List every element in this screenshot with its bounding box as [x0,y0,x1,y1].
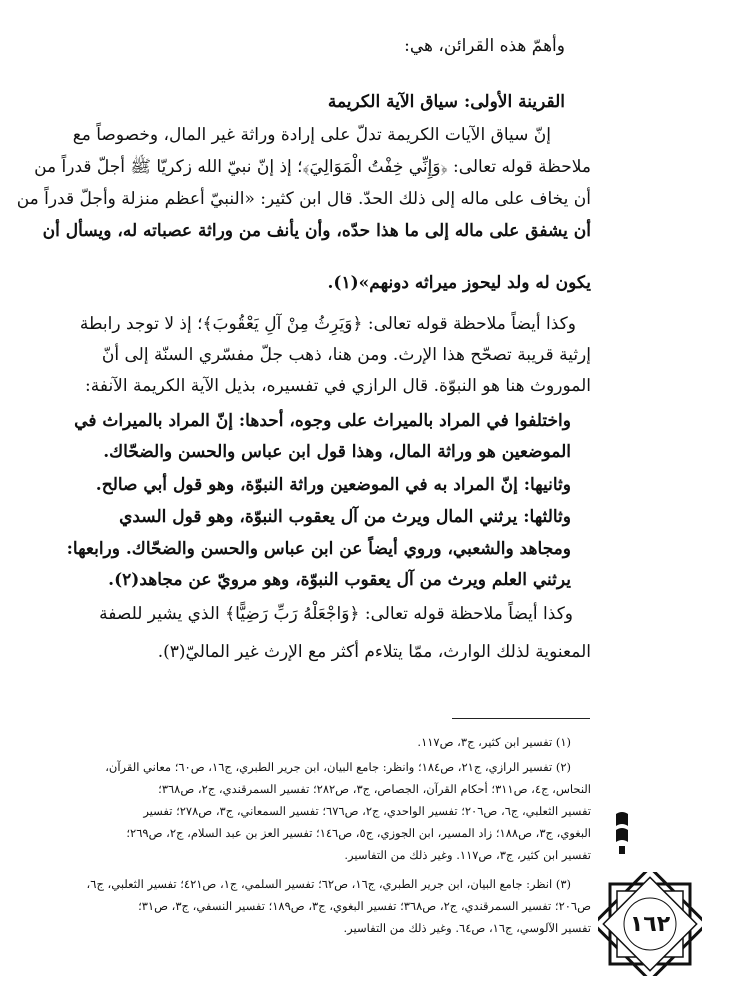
para3-line: وكذا أيضاً ملاحظة قوله تعالى: ﴿وَاجْعَلْهُ رَبِّ رَضِيًّا﴾ الذي يشير للصفة [99,604,573,624]
para2-line: وكذا أيضاً ملاحظة قوله تعالى: ﴿وَيَرِثُ مِنْ آلِ يَعْقُوبَ﴾؛ إذ لا توجد رابطة [79,314,576,334]
page-number-badge [598,872,702,976]
quote-line: الموضعين هو وراثة المال، وهذا قول ابن عباس والحسن والضحّاك. [103,442,571,462]
quote-line: وثالثها: يرثني المال ويرث من آل يعقوب النبوّة، وهو قول السدي [119,507,571,527]
para2-line: إرثية قريبة تصحّح هذا الإرث. ومن هنا، ذهب جلّ مفسّري السنّة إلى أنّ [101,345,591,365]
footnote-line: تفسير ابن كثير، ج٣، ص١١٧. وغير ذلك من التفاسير. [344,848,591,862]
footnote-separator [452,718,590,719]
para1-line: أن يشفق على ماله إلى ما هذا حدّه، وأن يأنف من وراثة عصباته له، ويسأل أن [42,221,591,241]
footnote-line: البغوي، ج٣، ص١٨٨؛ زاد المسير، ابن الجوزي، ج٥، ص١٤٦؛ تفسير العز بن عبد السلام، ج٢، ص٢٦٩؛ [126,826,591,840]
footnote-line: تفسير الثعلبي، ج٦، ص٢٠٦؛ تفسير الواحدي، ج٢، ص٦٧٦؛ تفسير السمعاني، ج٣، ص٢٧٨؛ تفسير [143,804,591,818]
ornament-icon [612,808,632,858]
footnote-line: (١) تفسير ابن كثير، ج٣، ص١١٧. [417,735,571,749]
page-number: ١٦٢ [629,911,671,937]
quote-line: واختلفوا في المراد بالميراث على وجوه، أحدها: إنّ المراد بالميراث في [74,411,571,431]
para1-line: يكون له ولد ليحوز ميراثه دونهم»(١). [327,273,591,293]
para3-line: المعنوية لذلك الوارث، ممّا يتلاءم أكثر مع الإرث غير الماليّ(٣). [157,642,591,662]
intro-line: وأهمّ هذه القرائن، هي: [404,36,565,56]
footnote-line: (٣) انظر: جامع البيان، ابن جرير الطبري، ج١٦، ص٦٢؛ تفسير السلمي، ج١، ص٤٢١؛ تفسير الثعلبي، ج٦، [86,877,571,891]
footnote-line: (٢) تفسير الرازي، ج٢١، ص١٨٤؛ وانظر: جامع البيان، ابن جرير الطبري، ج١٦، ص٦٠؛ معاني القرآن، [105,760,571,774]
quote-line: وثانيها: إنّ المراد به في الموضعين وراثة النبوّة، وهو قول أبي صالح. [95,475,571,495]
footnote-line: النحاس، ج٤، ص٣١١؛ أحكام القرآن، الجصاص، ج٣، ص٢٨٢؛ تفسير السمرقندي، ج٢، ص٣٦٨؛ [158,782,591,796]
footnote-line: تفسير الآلوسي، ج١٦، ص٦٤. وغير ذلك من التفاسير. [343,921,591,935]
section-heading: القرينة الأولى: سياق الآية الكريمة [327,92,565,112]
para1-line: إنّ سياق الآيات الكريمة تدلّ على إرادة وراثة غير المال، وخصوصاً مع [72,125,551,145]
para1-line: أن يخاف على ماله إلى ذلك الحدّ. قال ابن كثير: «النبيّ أعظم منزلة وأجلّ قدراً من [16,189,591,209]
para1-line: ملاحظة قوله تعالى: ﴿وَإِنِّي خِفْتُ الْمَوَالِيَ﴾؛ إذ إنّ نبيّ الله زكريّا ﷺ أجلّ قدراً من [34,157,591,177]
quote-line: يرثني العلم ويرث من آل يعقوب النبوّة، وهو مرويّ عن مجاهد(٢). [108,570,571,590]
quote-line: ومجاهد والشعبي، وروي أيضاً عن ابن عباس والحسن والضحّاك. ورابعها: [66,539,571,559]
footnote-line: ص٢٠٦؛ تفسير السمرقندي، ج٢، ص٣٦٨؛ تفسير البغوي، ج٣، ص١٨٩؛ تفسير النسفي، ج٣، ص٣١؛ [138,899,591,913]
para2-line: الموروث هنا هو النبوّة. قال الرازي في تفسيره، بذيل الآية الكريمة الآنفة: [85,376,591,396]
